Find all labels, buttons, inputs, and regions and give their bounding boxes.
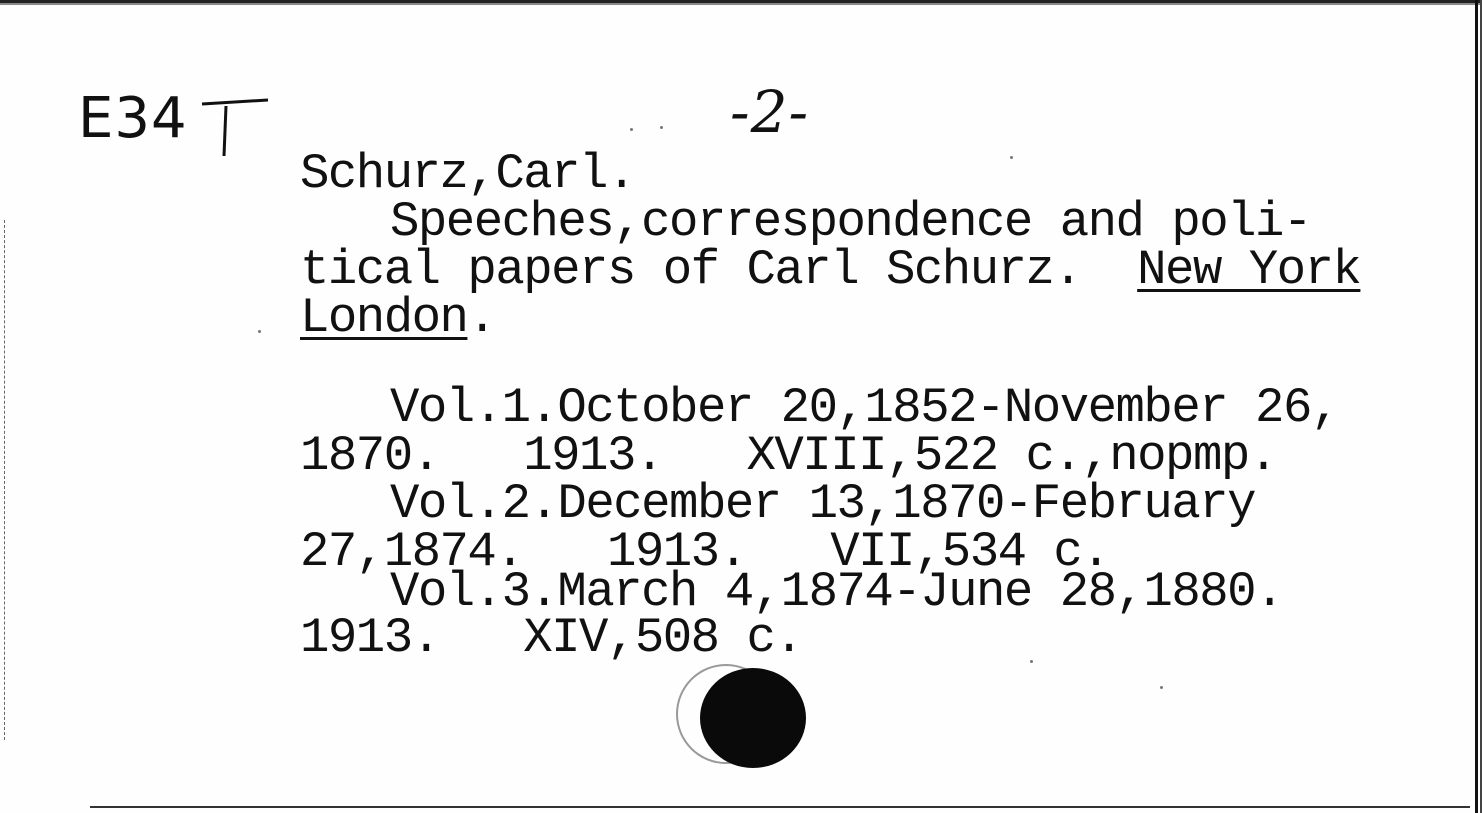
- speck: [1030, 660, 1033, 663]
- speck: [1160, 686, 1163, 689]
- volume-3-line-2: 1913. XIV,508 c.: [300, 610, 803, 666]
- volume-1-line-1: Vol.1.October 20,1852-November 26,: [390, 380, 1339, 436]
- card-top-edge-shadow: [0, 3, 1482, 5]
- speck: [630, 128, 633, 131]
- call-number: E34: [78, 86, 188, 151]
- punch-hole: [700, 668, 806, 768]
- volume-3-line-1: Vol.3.March 4,1874-June 28,1880.: [390, 564, 1283, 620]
- title-line-1: Speeches,correspondence and poli-: [390, 194, 1311, 250]
- imprint-place-new-york: New York: [1137, 242, 1361, 298]
- card-right-edge: [1475, 0, 1478, 813]
- author-heading: Schurz,Carl.: [300, 146, 635, 202]
- call-number-suffix-mark: [196, 96, 276, 166]
- volume-2-line-1: Vol.2.December 13,1870-February: [390, 476, 1256, 532]
- speck: [660, 126, 663, 129]
- volume-1-line-2: 1870. 1913. XVIII,522 c.,nopmp.: [300, 428, 1277, 484]
- speck: [1010, 156, 1013, 159]
- page-marker: -2-: [730, 78, 810, 146]
- title-line-2: [300, 242, 1361, 298]
- card-left-edge: [4, 220, 6, 740]
- speck: [258, 330, 261, 333]
- imprint-period: .: [467, 290, 496, 346]
- volume-2-line-2: 27,1874. 1913. VII,534 c.: [300, 524, 1110, 580]
- title-line-2-text: tical papers of Carl Schurz.: [300, 242, 1138, 298]
- imprint-place-london: London: [300, 290, 468, 346]
- imprint-line: [300, 290, 496, 346]
- card-bottom-edge: [90, 806, 1470, 808]
